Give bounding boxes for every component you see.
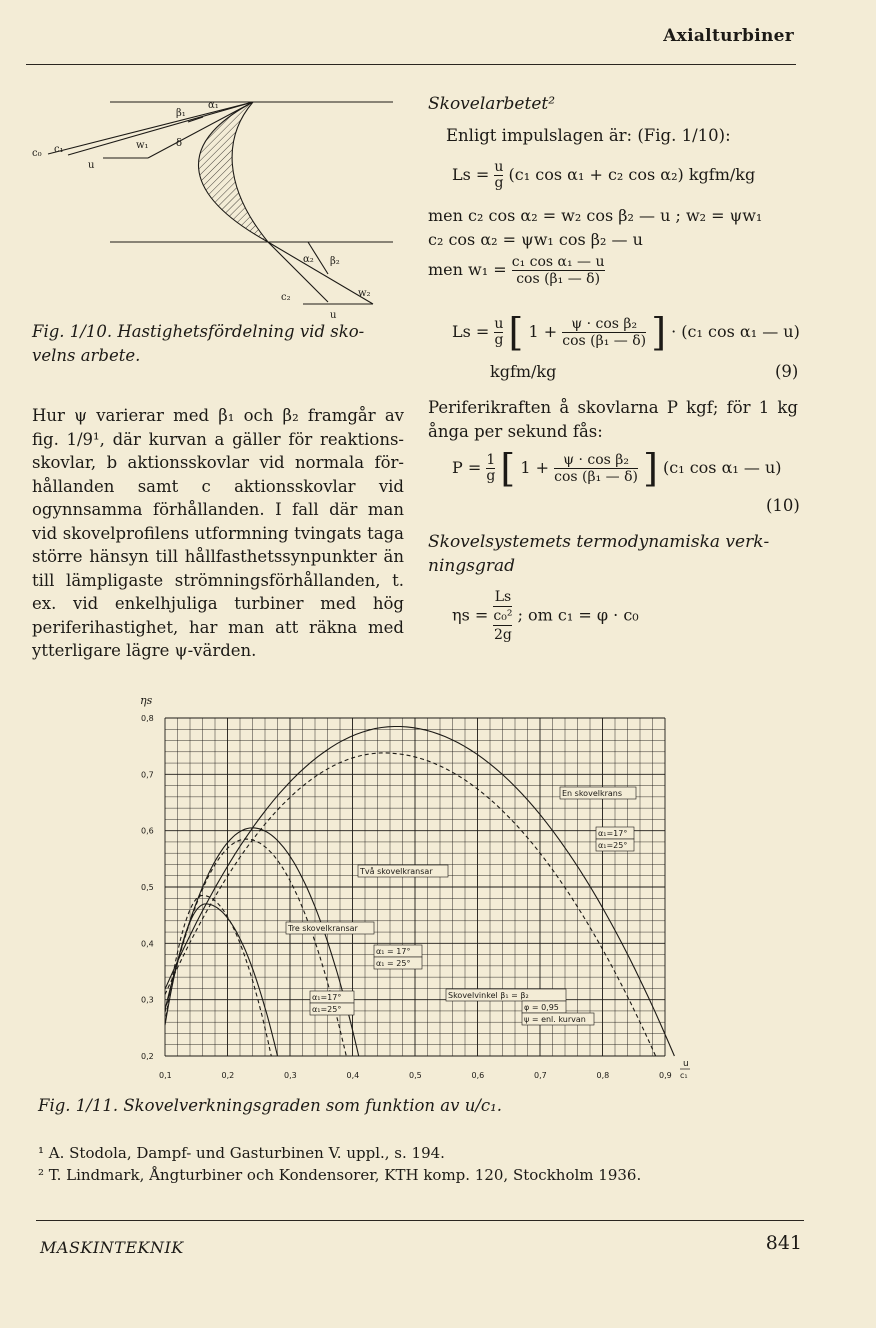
x-tick-label: 0,5: [409, 1071, 422, 1080]
annotation-en-skovelkrans: En skovelkrans: [562, 789, 623, 798]
eq-ls-lhs: Ls =: [452, 165, 490, 184]
eq9-number: (9): [775, 362, 799, 381]
annotation-tre-skovelkransar: Tre skovelkransar: [288, 924, 358, 933]
eq9-inner-num: ψ · cos β₂: [562, 316, 646, 333]
y-tick-label: 0,4: [141, 939, 154, 949]
w1-vector: [148, 102, 253, 158]
eq10-number: (10): [766, 496, 800, 515]
running-title: Axialturbiner: [663, 26, 794, 46]
footer-journal: MASKINTEKNIK: [40, 1238, 184, 1257]
y-axis-label: ηs: [140, 694, 153, 707]
label-u-bottom: u: [330, 310, 337, 320]
curve-en-skovelkrans-17-: [165, 727, 674, 1057]
annotation-en-alpha17: α₁=17°: [598, 829, 628, 838]
annotation-mid-alpha25: α₁ = 25°: [376, 959, 411, 968]
fig11-caption: Fig. 1/11. Skovelverkningsgraden som funktion av u/c₁.: [38, 1096, 502, 1115]
annotation-skovelvinkel: Skovelvinkel β₁ = β₂: [448, 991, 529, 1000]
eq10-inner-one: 1 +: [520, 458, 550, 477]
equation-eta: [452, 588, 639, 644]
eq10-pre-num: 1: [486, 452, 496, 468]
eq-w1-lhs: men w₁ =: [428, 260, 507, 279]
annotation-tva-skovelkransar: Två skovelkransar: [360, 867, 433, 876]
label-c2: c₂: [281, 292, 291, 303]
eq10-pre-den: g: [486, 468, 496, 484]
equation-w1: [428, 254, 605, 287]
annotation-mid-alpha17: α₁ = 17°: [376, 947, 411, 956]
eta-den-bottom: 2g: [493, 627, 512, 643]
left-paragraph: Hur ψ varierar med β₁ och β₂ framgår av fig. 1/9¹, där kurvan a gäller för reaktionsskovlar, b aktionsskovlar vid normala förhållanden samt c aktionsskovlar vid ogynnsamma förhållanden. I fall där man vid skovelprofilens utformning tvingats taga större hänsyn till hållfasthetssynpunkter än till lämpligaste strömningsförhållanden, t. ex. vid enkelhjuliga turbiner med hög periferihastighet, har man att räkna med ytterligare lägre ψ-värden.: [32, 406, 404, 660]
peripheral-force-text: Periferikraften å skovlarna P kgf; för 1 kg ånga per sekund fås:: [428, 398, 798, 441]
y-tick-label: 0,2: [141, 1052, 154, 1061]
curve-tv-skovelkransar-17-: [165, 828, 359, 1056]
x-tick-label: 0,8: [596, 1071, 610, 1080]
eta-num: Ls: [494, 589, 512, 605]
label-delta: δ: [176, 138, 183, 149]
eq-w1-num: c₁ cos α₁ — u: [511, 254, 605, 270]
x-axis-label-num: u: [683, 1059, 689, 1069]
x-tick-label: 0,7: [534, 1071, 547, 1080]
section-title-skovelarbetet: Skovelarbetet²: [428, 94, 556, 114]
men-line-2: c₂ cos α₂ = ψw₁ cos β₂ — u: [428, 230, 643, 249]
eta-tail: ; om c₁ = φ · c₀: [517, 605, 639, 625]
x-tick-label: 0,6: [471, 1071, 485, 1080]
y-tick-label: 0,6: [141, 826, 154, 836]
footnote-1: ¹ A. Stodola, Dampf- und Gasturbinen V. uppl., s. 194.: [38, 1144, 445, 1162]
eta-den-top: c₀²: [493, 608, 513, 624]
footnote-2: ² T. Lindmark, Ångturbiner och Kondensorer, KTH komp. 120, Stockholm 1936.: [38, 1166, 642, 1184]
equation-10: P = $\frac{1}{g}$ [ 1 + $\frac{\text{ψ · cos β₂}}{\text{cos (β₁ — δ)}}$ ] (c₁ cos α₁ — u): [452, 446, 782, 491]
y-tick-label: 0,3: [141, 995, 154, 1005]
x-tick-label: 0,1: [159, 1071, 172, 1080]
page-number: 841: [765, 1232, 802, 1254]
annotation-low-alpha25: α₁=25°: [312, 1005, 342, 1014]
eq9-inner-den: cos (β₁ — δ): [562, 333, 647, 349]
eq-ls-rhs: (c₁ cos α₁ + c₂ cos α₂) kgfm/kg: [508, 165, 756, 184]
eta-lhs: ηs =: [452, 605, 489, 625]
y-tick-label: 0,5: [141, 883, 154, 892]
eq10-inner-den: cos (β₁ — δ): [554, 469, 638, 485]
annotation-psi: ψ = enl. kurvan: [524, 1015, 586, 1024]
label-u-top: u: [88, 160, 95, 171]
efficiency-chart: [120, 690, 690, 1085]
eq10-lhs: P =: [452, 458, 482, 477]
footer-rule: [36, 1220, 804, 1221]
equation-9: Ls = $\frac{u}{g}$ [ 1 + $\frac{\text{ψ · cos β₂}}{\text{cos (β₁ — δ)}}$ ] · (c₁ cos α₁ — u): [452, 310, 800, 355]
blade-profile: [198, 102, 268, 242]
curve-tre-skovelkransar-17-: [165, 904, 278, 1056]
section-title-verkningsgrad: Skovelsystemets termodynamiska verkningsgrad: [428, 532, 770, 576]
annotation-en-alpha25: α₁=25°: [598, 841, 628, 850]
men-line-1: men c₂ cos α₂ = w₂ cos β₂ — u ; w₂ = ψw₁: [428, 206, 763, 225]
label-c0: c₀: [32, 148, 42, 159]
label-alpha2: α₂: [303, 254, 314, 265]
x-tick-label: 0,9: [659, 1071, 672, 1080]
annotation-low-alpha17: α₁=17°: [312, 993, 342, 1002]
eq9-pre-den: g: [494, 332, 504, 348]
eq9-lhs: Ls =: [452, 322, 490, 341]
x-tick-label: 0,2: [221, 1071, 235, 1080]
eq10-tail: (c₁ cos α₁ — u): [663, 458, 782, 477]
annotation-phi: φ = 0,95: [524, 1003, 559, 1012]
x-tick-label: 0,4: [346, 1071, 360, 1080]
y-tick-label: 0,7: [141, 770, 154, 780]
label-beta2: β₂: [330, 256, 340, 267]
eq-ls-den: g: [494, 175, 504, 191]
eq-ls-num: u: [494, 159, 504, 175]
impulse-intro: Enligt impulslagen är: (Fig. 1/10):: [446, 126, 731, 145]
eq9-inner-one: 1 +: [528, 322, 558, 341]
label-w1: w₁: [136, 140, 149, 151]
equation-ls: [452, 160, 755, 191]
eq9-tail: · (c₁ cos α₁ — u): [671, 322, 800, 341]
eq-w1-den: cos (β₁ — δ): [516, 271, 601, 287]
y-tick-label: 0,8: [141, 714, 154, 723]
x-tick-label: 0,3: [284, 1071, 297, 1080]
eq9-pre-num: u: [494, 316, 504, 332]
velocity-diagram: [28, 92, 408, 320]
x-axis-label-den: c₁: [680, 1071, 688, 1080]
label-w2: w₂: [358, 288, 371, 299]
label-alpha1: α₁: [208, 100, 219, 111]
curve-tv-skovelkransar-25-: [165, 839, 346, 1056]
eq9-unit: kgfm/kg: [490, 362, 557, 381]
eq10-inner-num: ψ · cos β₂: [554, 452, 638, 469]
fig10-caption: Fig. 1/10. Hastighetsfördelning vid skovelns arbete.: [32, 322, 365, 365]
header-rule: [26, 64, 796, 65]
label-c1: c₁: [54, 144, 64, 155]
label-beta1: β₁: [176, 108, 186, 119]
